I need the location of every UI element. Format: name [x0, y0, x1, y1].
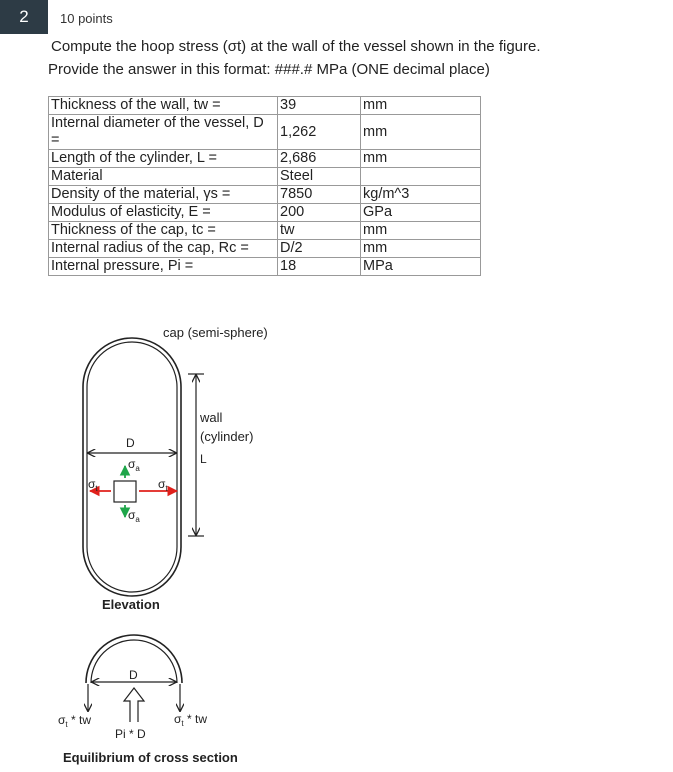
parameter-label: Internal pressure, Pi =	[49, 258, 278, 276]
elevation-label: Elevation	[102, 597, 160, 612]
question-number: 2	[0, 0, 48, 34]
parameter-value: 1,262	[278, 115, 361, 150]
cross-section-diameter-label: D	[129, 668, 138, 682]
parameter-label: Internal diameter of the vessel, D =	[49, 115, 278, 150]
sigma-a-bottom: $\sigma_a$	[128, 508, 140, 524]
parameter-unit: MPa	[361, 258, 481, 276]
prompt-line-2: Provide the answer in this format: ###.# MPa (ONE decimal place)	[48, 61, 490, 78]
parameter-unit: GPa	[361, 204, 481, 222]
length-label: L	[200, 452, 207, 466]
pressure-arrow	[124, 688, 144, 722]
parameter-unit: mm	[361, 240, 481, 258]
parameter-label: Thickness of the cap, tc =	[49, 222, 278, 240]
wall-force-label-left: $\sigma_t$ * tw	[58, 713, 91, 729]
parameter-unit: mm	[361, 150, 481, 168]
sigma-t-left: $\sigma_t$	[88, 477, 98, 493]
parameter-label: Thickness of the wall, tw =	[49, 97, 278, 115]
cylinder-label: (cylinder)	[200, 429, 254, 444]
parameter-label: Modulus of elasticity, E =	[49, 204, 278, 222]
sigma-t-right: $\sigma_t$	[158, 477, 168, 493]
parameter-value: D/2	[278, 240, 361, 258]
wall-force-label-right: $\sigma_t$ * tw	[174, 712, 207, 728]
parameter-label: Length of the cylinder, L =	[49, 150, 278, 168]
parameter-value: 18	[278, 258, 361, 276]
parameter-unit: mm	[361, 115, 481, 150]
sigma-a-top: $\sigma_a$	[128, 457, 140, 473]
parameter-label: Density of the material, γs =	[49, 186, 278, 204]
parameter-value: 200	[278, 204, 361, 222]
wall-label: wall	[200, 410, 223, 425]
parameter-label: Material	[49, 168, 278, 186]
parameter-label: Internal radius of the cap, Rc =	[49, 240, 278, 258]
parameter-value: 7850	[278, 186, 361, 204]
parameter-value: 2,686	[278, 150, 361, 168]
cap-label: cap (semi-sphere)	[163, 325, 268, 340]
pressure-force-label: Pi * D	[115, 727, 146, 741]
diameter-label: D	[126, 436, 135, 450]
parameter-unit: mm	[361, 222, 481, 240]
parameter-value: Steel	[278, 168, 361, 186]
equilibrium-label: Equilibrium of cross section	[63, 750, 238, 765]
parameter-value: 39	[278, 97, 361, 115]
question-points: 10 points	[60, 11, 113, 26]
parameter-unit: kg/m^3	[361, 186, 481, 204]
stress-element	[114, 481, 136, 502]
parameter-unit: mm	[361, 97, 481, 115]
parameter-value: tw	[278, 222, 361, 240]
prompt-line-1: Compute the hoop stress (σt) at the wall of the vessel shown in the figure.	[51, 38, 541, 55]
